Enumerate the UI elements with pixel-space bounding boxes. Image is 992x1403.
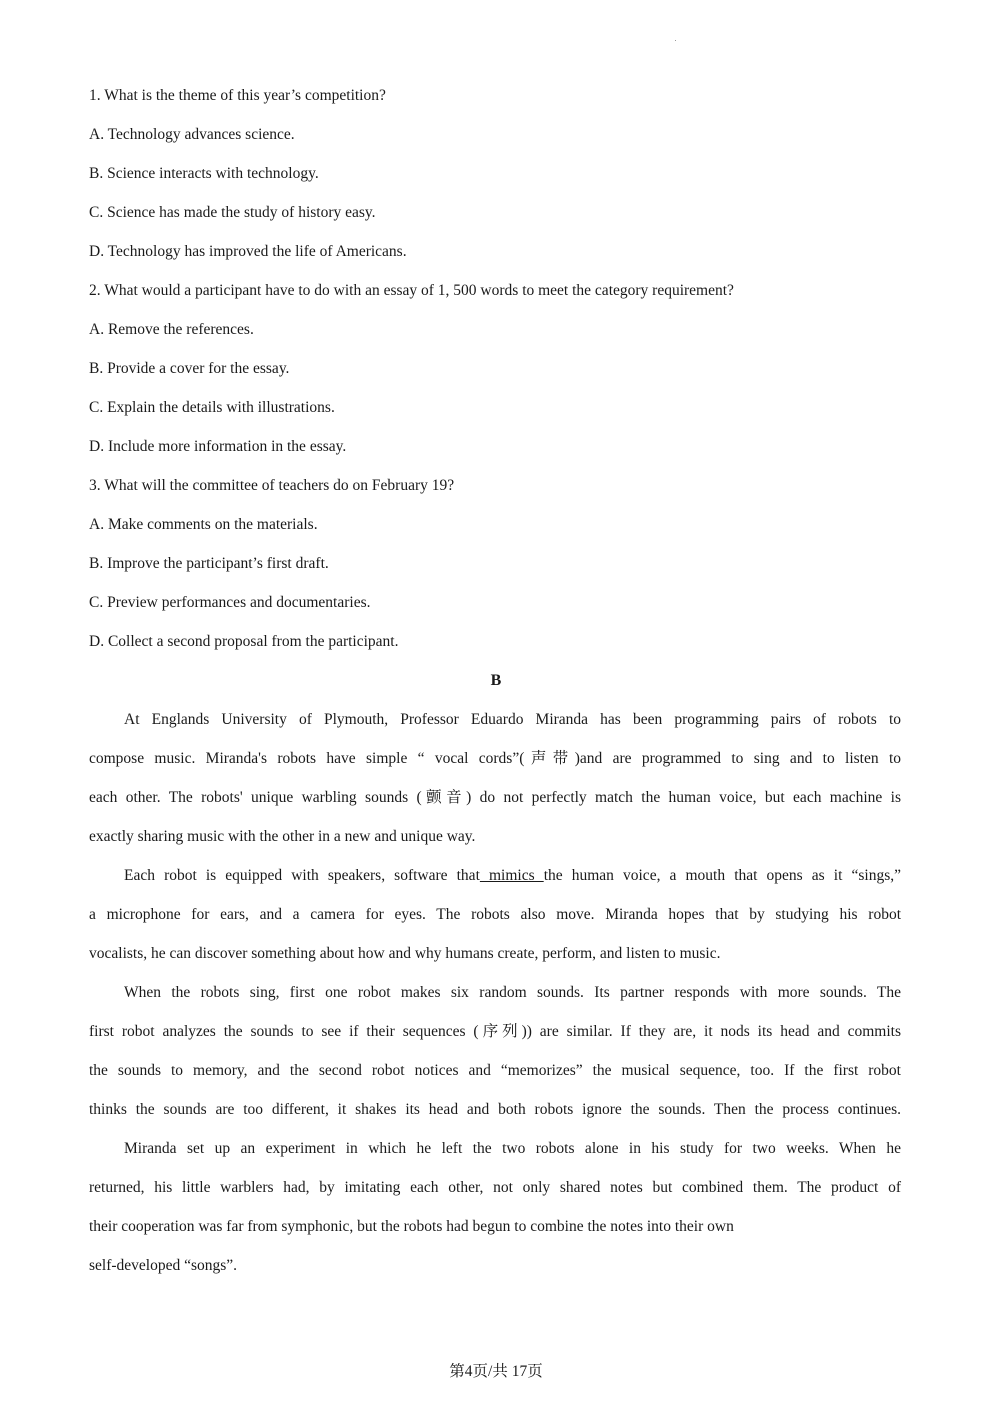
passage-p1-line-3: each other. The robots' unique warbling sounds (颤音) do not perfectly match the human voice, but each machine is — [89, 789, 901, 806]
passage-p2-text-before: Each robot is equipped with speakers, software that — [124, 867, 480, 884]
passage-p2-line-2: a microphone for ears, and a camera for eyes. The robots also move. Miranda hopes that by studying his robot — [89, 906, 901, 923]
question-3-option-a: A. Make comments on the materials. — [89, 516, 318, 533]
question-3-option-c: C. Preview performances and documentaries. — [89, 594, 371, 611]
section-heading: B — [490, 672, 502, 689]
passage-p4-line-1: Miranda set up an experiment in which he left the two robots alone in his study for two weeks. When he — [124, 1140, 901, 1157]
question-2-option-c: C. Explain the details with illustrations. — [89, 399, 335, 416]
passage-p4-line-2: returned, his little warblers had, by imitating each other, not only shared notes but combined them. The product of — [89, 1179, 901, 1196]
question-1-option-a: A. Technology advances science. — [89, 126, 295, 143]
underlined-word-mimics: mimics — [479, 867, 544, 884]
passage-p2-text-after: the human voice, a mouth that opens as it “sings,” — [543, 867, 901, 884]
passage-p3-line-4: thinks the sounds are too different, it shakes its head and both robots ignore the sounds. Then the process continues. — [89, 1101, 901, 1118]
passage-p3-line-2: first robot analyzes the sounds to see if their sequences (序列)) are similar. If they are, it nods its head and commits — [89, 1023, 901, 1040]
passage-p2-line-3: vocalists, he can discover something about how and why humans create, perform, and listen to music. — [89, 945, 721, 962]
page-number: 第4页/共 17页 — [449, 1363, 543, 1380]
scan-dot — [675, 40, 676, 41]
passage-p3-line-3: the sounds to memory, and the second robot notices and “memorizes” the musical sequence, too. If the first robot — [89, 1062, 901, 1079]
passage-p4-line-3: their cooperation was far from symphonic, but the robots had begun to combine the notes into their own — [89, 1218, 734, 1235]
question-2-option-a: A. Remove the references. — [89, 321, 254, 338]
question-3-stem: 3. What will the committee of teachers do on February 19? — [89, 477, 455, 494]
question-1-option-d: D. Technology has improved the life of Americans. — [89, 243, 407, 260]
question-2-option-d: D. Include more information in the essay. — [89, 438, 347, 455]
question-2-stem: 2. What would a participant have to do with an essay of 1, 500 words to meet the category requirement? — [89, 282, 734, 299]
question-3-option-b: B. Improve the participant’s first draft. — [89, 555, 329, 572]
question-2-option-b: B. Provide a cover for the essay. — [89, 360, 290, 377]
passage-p1-line-2: compose music. Miranda's robots have simple “ vocal cords”(声带)and are programmed to sing and to listen to — [89, 750, 901, 767]
passage-p4-line-4: self-developed “songs”. — [89, 1257, 238, 1274]
passage-p3-line-1: When the robots sing, first one robot makes six random sounds. Its partner responds with more sounds. The — [124, 984, 901, 1001]
passage-p1-line-1: At Englands University of Plymouth, Professor Eduardo Miranda has been programming pairs of robots to — [124, 711, 901, 728]
passage-p1-line-4: exactly sharing music with the other in a new and unique way. — [89, 828, 476, 845]
question-1-option-b: B. Science interacts with technology. — [89, 165, 319, 182]
question-1-option-c: C. Science has made the study of history easy. — [89, 204, 376, 221]
question-1-stem: 1. What is the theme of this year’s competition? — [89, 87, 386, 104]
passage-p2-line-1 — [124, 866, 901, 886]
question-3-option-d: D. Collect a second proposal from the participant. — [89, 633, 399, 650]
